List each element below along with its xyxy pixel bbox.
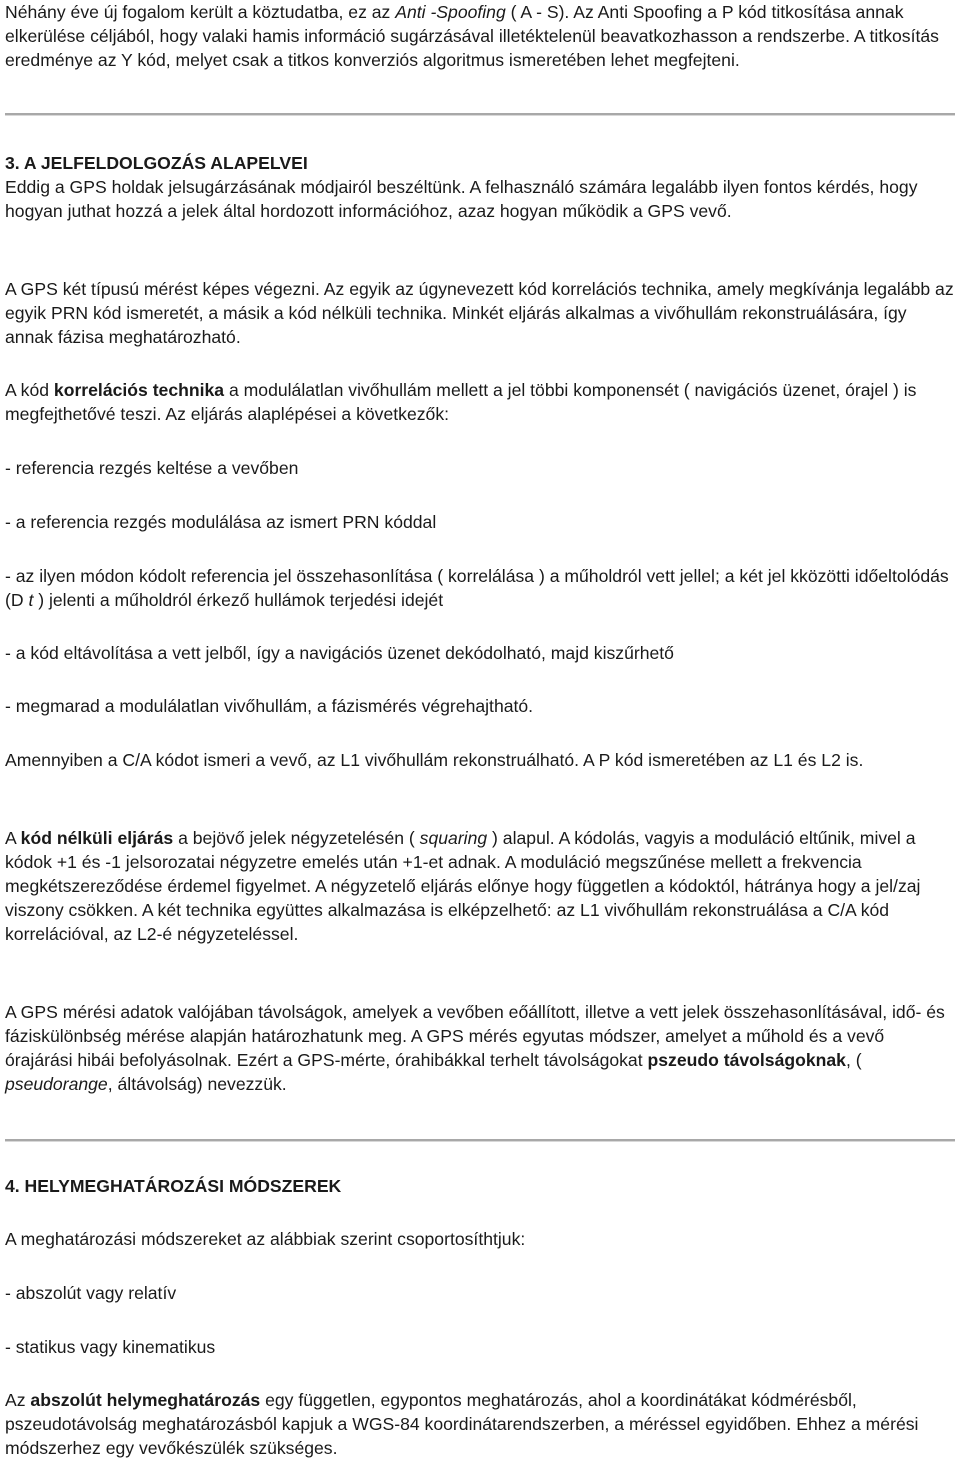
section-3-paragraph-5: A kód nélküli eljárás a bejövő jelek négyzetelésén ( squaring ) alapul. A kódolás, vagyis a moduláció eltűnik, mivel a kódok +1 és -1 jelsorozatai négyzetre emelés után +1-et adnak. A moduláció megszűnése mellett a frekvencia megkétszereződése érdemel figyelmet. A négyzetelő eljárás előnye hogy független a kódoktól, hátránya hogy a jel/zaj viszony csökken. A két technika együttes alkalmazása is elképzelhető: az L1 vivőhullám rekonstruálása a C/A kód korrelációval, az L2-é négyzeteléssel. xyxy=(5,828,921,944)
list-item: - a kód eltávolítása a vett jelből, így a navigációs üzenet dekódolható, majd kiszűrhető xyxy=(5,643,674,663)
section-divider xyxy=(5,1139,955,1142)
list-item: - referencia rezgés keltése a vevőben xyxy=(5,458,299,478)
korrelacios-technika-term: korrelációs technika xyxy=(53,380,225,400)
section-divider xyxy=(5,113,955,116)
section-3-paragraph-2: A GPS két típusú mérést képes végezni. Az egyik az úgynevezett kód korrelációs technika, amely megkívánja legalább az egyik PRN kód ismeretét, a másik a kód nélküli technika. Minkét eljárás alkalmas a vivőhullám rekonstruálására, így annak fázisa meghatározható. xyxy=(5,279,954,347)
kod-nelkuli-eljaras-term: kód nélküli eljárás xyxy=(20,828,174,848)
section-4-paragraph-2: Az abszolút helymeghatározás egy független, egypontos meghatározás, ahol a koordinátákat kódmérésből, pszeudotávolság meghatározásból kapjuk a WGS-84 koordinátarendszerben, a méréssel egyidőben. Ehhez a mérési módszerhez egy vevőkészülék szükséges. xyxy=(5,1390,919,1458)
list-item: - megmarad a modulálatlan vivőhullám, a fázismérés végrehajtható. xyxy=(5,696,534,716)
list-item: - a referencia rezgés modulálása az ismert PRN kóddal xyxy=(5,512,437,532)
list-item: - statikus vagy kinematikus xyxy=(5,1337,216,1357)
section-3-paragraph-3: A kód korrelációs technika a modulálatlan vivőhullám mellett a jel többi komponensét ( navigációs üzenet, órajel ) is megfejthetővé teszi. Az eljárás alaplépései a következők: xyxy=(5,380,917,424)
intro-paragraph: Néhány éve új fogalom került a köztudatba, ez az Anti -Spoofing ( A - S). Az Anti Spoofing a P kód titkosítása annak elkerülése céljából, hogy valaki hamis információ sugárzásával illetéktelenül beavatkozhasson a rendszerbe. A titkosítás eredménye az Y kód, melyet csak a titkos konverziós algoritmus ismeretében lehet megfejteni. xyxy=(5,2,939,70)
pszeudo-tavolsag-term: pszeudo távolságoknak xyxy=(647,1050,846,1070)
list-item: - abszolút vagy relatív xyxy=(5,1283,177,1303)
section-3-paragraph-4: Amennyiben a C/A kódot ismeri a vevő, az L1 vivőhullám rekonstruálható. A P kód ismeretében az L1 és L2 is. xyxy=(5,750,864,770)
section-4-heading: 4. HELYMEGHATÁROZÁSI MÓDSZEREK xyxy=(5,1176,342,1196)
section-3-paragraph-6: A GPS mérési adatok valójában távolságok, amelyek a vevőben eőállított, illetve a vett jelek összehasonlításával, idő- és fáziskülönbség mérése alapján határozhatunk meg. A GPS mérés egyutas módszer, amelyet a műhold és a vevő órajárási hibái befolyásolnak. Ezért a GPS-mérte, órahibákkal terhelt távolságokat pszeudo távolságoknak, ( pseudorange, áltávolság) nevezzük. xyxy=(5,1002,945,1094)
anti-spoofing-term: Anti -Spoofing xyxy=(395,2,506,22)
list-item: - az ilyen módon kódolt referencia jel összehasonlítása ( korrelálása ) a műholdról vett jellel; a két jel kközötti időeltolódás (D t ) jelenti a műholdról érkező hullámok terjedési idejét xyxy=(5,566,949,610)
section-3-heading: 3. A JELFELDOLGOZÁS ALAPELVEI xyxy=(5,153,308,173)
section-4-paragraph-1: A meghatározási módszereket az alábbiak szerint csoportosíthtjuk: xyxy=(5,1229,526,1249)
section-3-paragraph-1: Eddig a GPS holdak jelsugárzásának módjairól beszéltünk. A felhasználó számára legalább ilyen fontos kérdés, hogy hogyan juthat hozzá a jelek által hordozott információhoz, azaz hogyan működik a GPS vevő. xyxy=(5,177,918,221)
abszolut-helymeghatarozas-term: abszolút helymeghatározás xyxy=(30,1390,261,1410)
